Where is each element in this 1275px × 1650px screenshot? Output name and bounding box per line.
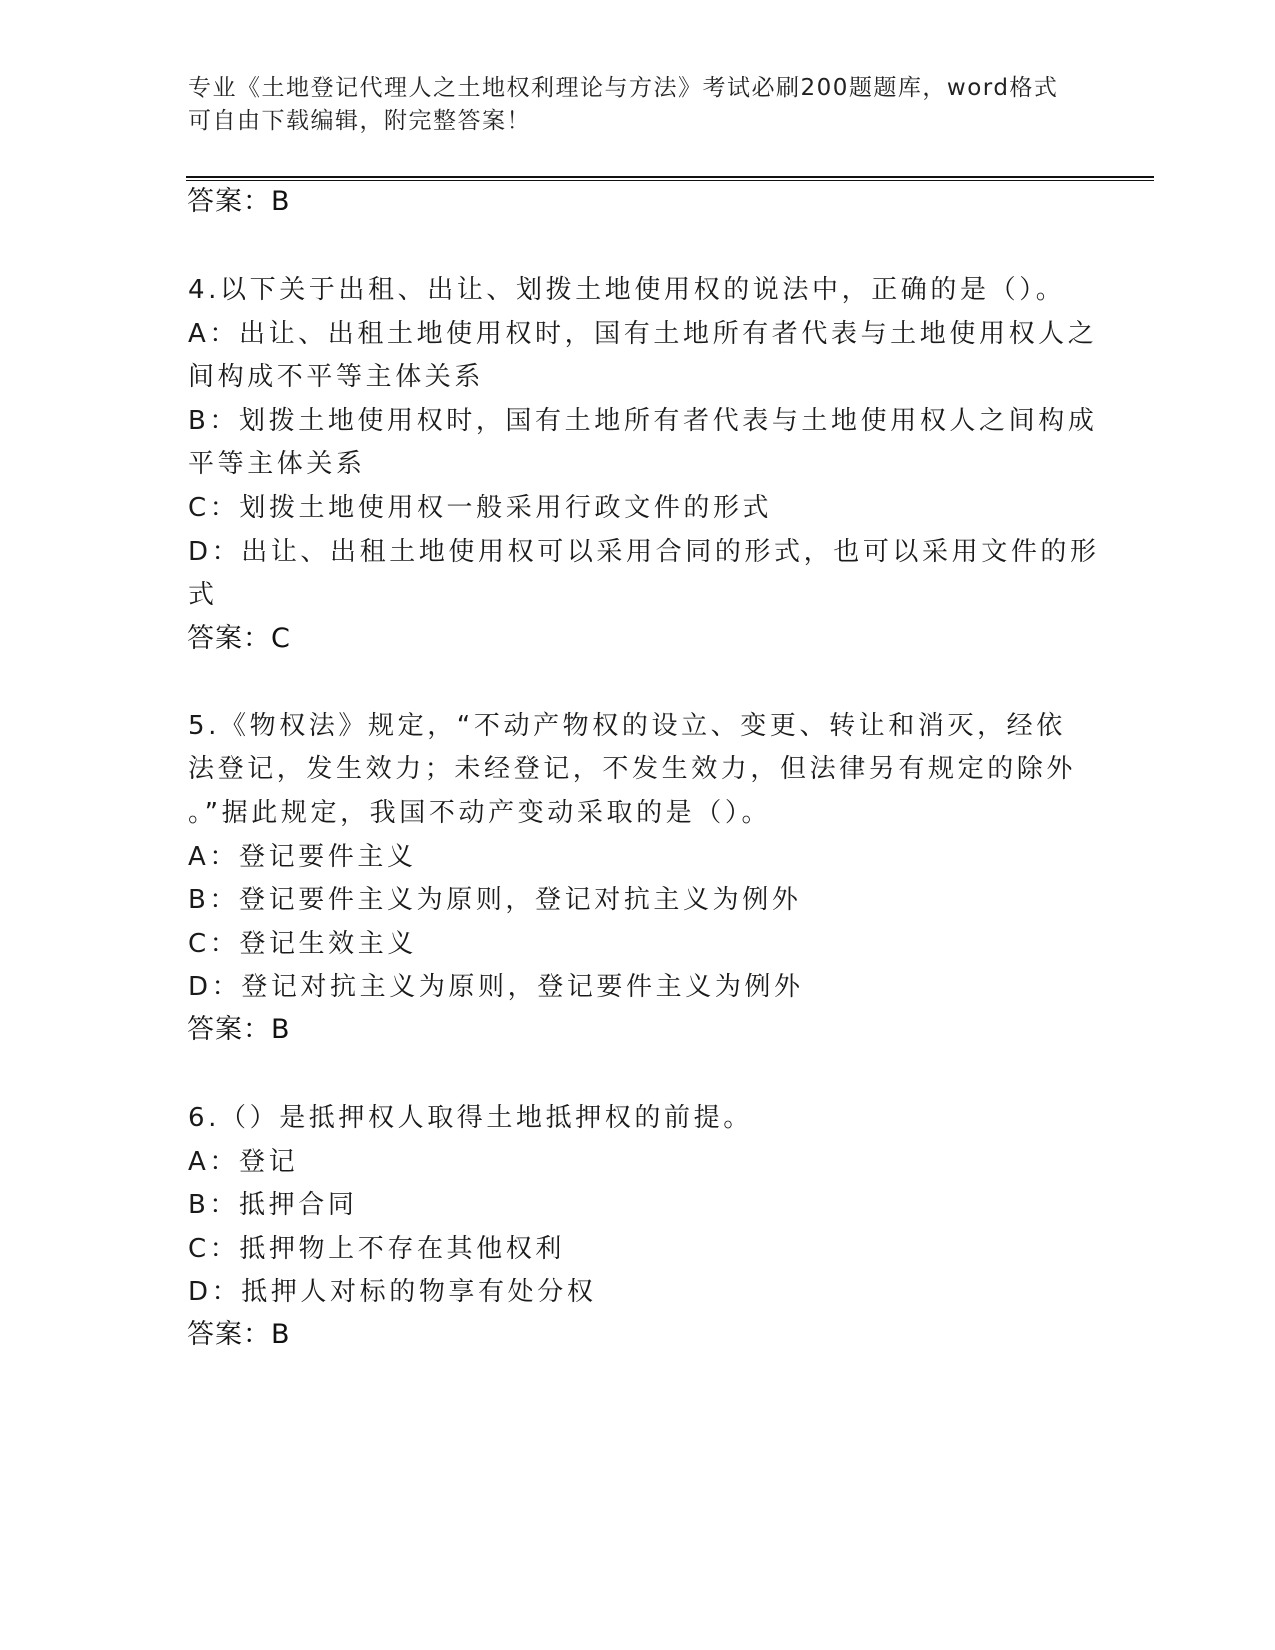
answer-q6: 答案：B xyxy=(187,1319,291,1350)
q5-stem-line3: 。”据此规定，我国不动产变动采取的是（）。 xyxy=(188,798,772,828)
q6-option-a: A：登记 xyxy=(188,1147,299,1177)
q4-option-d-line2: 式 xyxy=(188,580,218,610)
q5-option-b: B：登记要件主义为原则，登记对抗主义为例外 xyxy=(188,885,802,915)
q5-stem-line1: 5.《物权法》规定，“不动产物权的设立、变更、转让和消灭，经依 xyxy=(188,711,1066,741)
q4-option-b-line2: 平等主体关系 xyxy=(188,449,366,479)
q4-option-a-line2: 间构成不平等主体关系 xyxy=(188,362,485,392)
q4-stem: 4.以下关于出租、出让、划拨土地使用权的说法中，正确的是（）。 xyxy=(188,275,1066,305)
header-line-2: 可自由下载编辑，附完整答案！ xyxy=(188,108,531,134)
q4-option-d-line1: D：出让、出租土地使用权可以采用合同的形式，也可以采用文件的形 xyxy=(188,537,1100,567)
answer-q4: 答案：C xyxy=(187,623,291,654)
q5-option-d: D：登记对抗主义为原则，登记要件主义为例外 xyxy=(188,972,804,1002)
answer-q5: 答案：B xyxy=(187,1014,291,1045)
q5-option-a: A：登记要件主义 xyxy=(188,842,417,872)
q4-option-a-line1: A：出让、出租土地使用权时，国有土地所有者代表与土地使用权人之 xyxy=(188,319,1098,349)
page-header xyxy=(188,72,1068,138)
q4-option-b-line1: B：划拨土地使用权时，国有土地所有者代表与土地使用权人之间构成 xyxy=(188,406,1098,436)
header-divider xyxy=(186,176,1154,181)
q5-option-c: C：登记生效主义 xyxy=(188,929,417,959)
q6-option-b: B：抵押合同 xyxy=(188,1190,358,1220)
q6-stem: 6.（）是抵押权人取得土地抵押权的前提。 xyxy=(188,1103,753,1133)
header-line-1: 专业《土地登记代理人之土地权利理论与方法》考试必刷200题题库，word格式 xyxy=(188,75,1059,101)
q6-option-c: C：抵押物上不存在其他权利 xyxy=(188,1234,565,1264)
q6-option-d: D：抵押人对标的物享有处分权 xyxy=(188,1277,597,1307)
q5-stem-line2: 法登记，发生效力；未经登记，不发生效力，但法律另有规定的除外 xyxy=(188,754,1077,784)
answer-q3: 答案：B xyxy=(187,186,291,217)
q4-option-c: C：划拨土地使用权一般采用行政文件的形式 xyxy=(188,493,773,523)
